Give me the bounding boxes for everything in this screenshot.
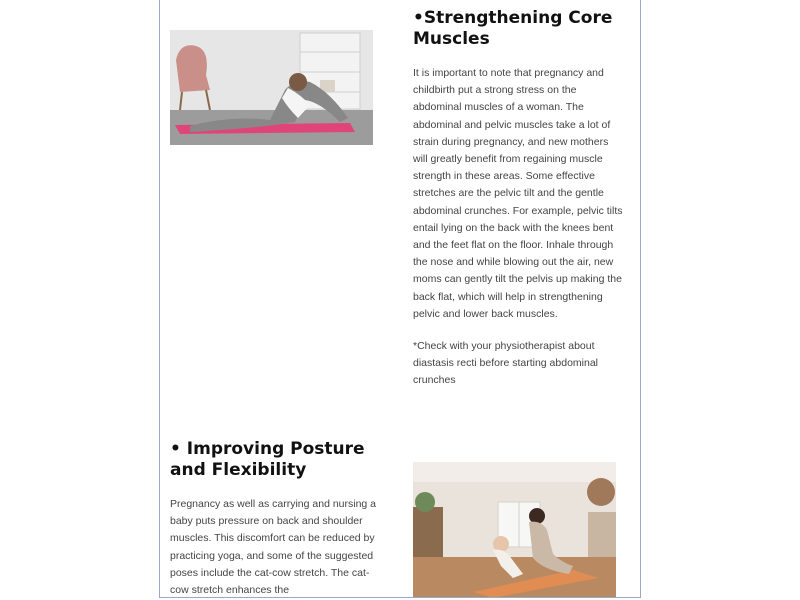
stretching-photo bbox=[170, 30, 373, 145]
mother-baby-photo bbox=[413, 462, 616, 598]
posture-section bbox=[170, 439, 380, 598]
core-muscles-section bbox=[413, 8, 623, 390]
core-muscles-note: *Check with your physiotherapist about diastasis recti before starting abdominal crunches bbox=[413, 340, 599, 387]
posture-paragraph: Pregnancy as well as carrying and nursing a baby puts pressure on back and shoulder muscles. This discomfort can be reduced by practicing yoga, and some of the suggested poses include the cat-cow stretch. The cat-cow stretch enhances the bbox=[170, 498, 377, 597]
article-frame bbox=[159, 0, 641, 598]
core-muscles-paragraph: It is important to note that pregnancy and childbirth put a strong stress on the abdominal muscles of a woman. The abdominal and pelvic muscles take a lot of strain during pregnancy, and new mothers will greatly benefit from regaining muscle strength in these areas. Some effective stretches are the pelvic tilt and the gentle abdominal crunches. For example, pelvic tilts entail lying on the back with the knees bent and the feet flat on the floor. Inhale through the nose and while blowing out the air, new moms can gently tilt the pelvis up making the back flat, which will help in strengthening pelvic and lower back muscles. bbox=[413, 67, 623, 320]
core-muscles-heading: •Strengthening Core Muscles bbox=[413, 8, 613, 49]
posture-heading: • Improving Posture and Flexibility bbox=[170, 439, 365, 480]
